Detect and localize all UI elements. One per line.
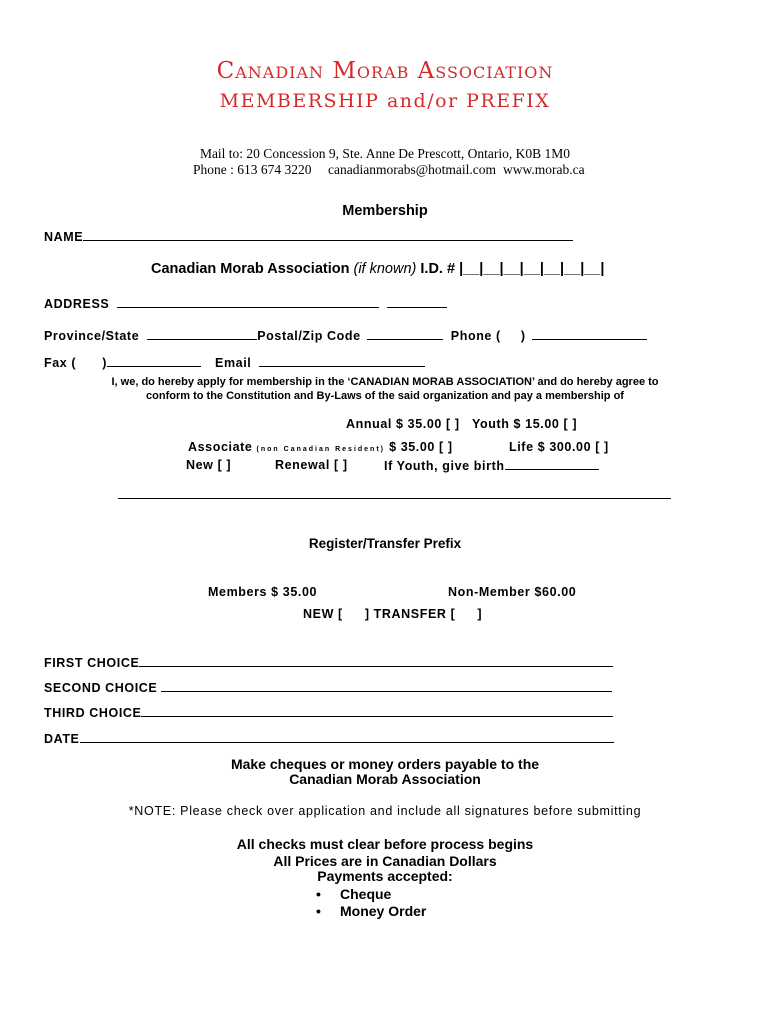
- third-choice-field[interactable]: [141, 705, 613, 717]
- prefix-type-row: [303, 607, 482, 621]
- non-member-price: Non-Member $60.00: [448, 585, 577, 599]
- fax-row: [44, 355, 425, 370]
- date-field[interactable]: [80, 731, 614, 743]
- youth-birth-field[interactable]: [505, 458, 599, 470]
- address-field[interactable]: [117, 296, 379, 308]
- membership-heading: Membership: [342, 203, 428, 219]
- payable-line-2: Canadian Morab Association: [289, 771, 481, 787]
- associate-note: (non Canadian Resident): [256, 446, 385, 453]
- id-org-name: Canadian Morab Association: [151, 261, 350, 277]
- declaration-line-2: conform to the Constitution and By-Laws of the said organization and pay a membership of: [146, 390, 624, 402]
- fax-label: Fax (: [44, 356, 77, 370]
- contact-website: www.morab.ca: [503, 162, 585, 177]
- clear-line-2: All Prices are in Canadian Dollars: [273, 853, 497, 869]
- payment-method-cheque: • Cheque: [316, 886, 426, 903]
- new-option[interactable]: New [ ]: [186, 458, 232, 472]
- address-field-2[interactable]: [387, 296, 447, 308]
- address-row: [44, 296, 447, 311]
- payment-method-money-order: • Money Order: [316, 903, 426, 920]
- date-row: [44, 731, 614, 746]
- mail-to-address: Mail to: 20 Concession 9, Ste. Anne De Prescott, Ontario, K0B 1M0: [199, 146, 571, 161]
- id-label: I.D. #: [420, 261, 456, 277]
- postal-field[interactable]: [367, 328, 443, 340]
- members-price: Members $ 35.00: [208, 585, 318, 599]
- youth-option[interactable]: Youth $ 15.00 [ ]: [472, 417, 578, 431]
- prefix-new-checkbox[interactable]: NEW [: [303, 607, 343, 621]
- contact-email: canadianmorabs@hotmail.com: [328, 162, 497, 177]
- life-option[interactable]: Life $ 300.00 [ ]: [509, 440, 609, 454]
- note-text: *NOTE: Please check over application and include all signatures before submitting: [128, 804, 642, 818]
- postal-label: Postal/Zip Code: [257, 329, 361, 343]
- phone-field[interactable]: [532, 328, 647, 340]
- third-choice-label: THIRD CHOICE: [44, 706, 142, 720]
- renewal-option[interactable]: Renewal [ ]: [275, 458, 348, 472]
- prefix-transfer-checkbox[interactable]: ] TRANSFER [: [364, 607, 456, 621]
- payments-label: Payments accepted:: [317, 868, 453, 884]
- clear-line-1: All checks must clear before process begins: [236, 836, 534, 852]
- form-subtitle: MEMBERSHIP and/or PREFIX: [219, 90, 551, 112]
- phone-label: Phone (: [450, 329, 501, 343]
- name-label: NAME: [44, 230, 84, 244]
- phone-close: ): [520, 329, 526, 343]
- date-label: DATE: [44, 732, 80, 746]
- address-label: ADDRESS: [44, 297, 110, 311]
- youth-birth-row: [384, 458, 599, 473]
- fax-close: ): [102, 356, 107, 370]
- first-choice-field[interactable]: [139, 655, 613, 667]
- annual-option[interactable]: Annual $ 35.00 [ ]: [346, 417, 460, 431]
- province-label: Province/State: [44, 329, 140, 343]
- associate-price: $ 35.00 [ ]: [389, 440, 453, 454]
- declaration-line-1: I, we, do hereby apply for membership in the ‘CANADIAN MORAB ASSOCIATION’ and do hereby agree to: [111, 376, 659, 388]
- id-if-known: (if known): [353, 261, 417, 277]
- prefix-close-bracket: ]: [477, 607, 483, 621]
- province-field[interactable]: [147, 328, 257, 340]
- second-choice-field[interactable]: [161, 680, 612, 692]
- prefix-heading: Register/Transfer Prefix: [308, 536, 462, 551]
- email-field[interactable]: [259, 355, 425, 367]
- first-choice-row: [44, 655, 613, 670]
- email-label: Email: [215, 356, 252, 370]
- name-field[interactable]: [83, 229, 573, 241]
- section-divider: [118, 498, 671, 499]
- org-title: Canadian Morab Association: [216, 58, 554, 84]
- fax-field[interactable]: [107, 355, 201, 367]
- second-choice-row: [44, 680, 612, 695]
- province-row: [44, 328, 647, 343]
- contact-phone: Phone : 613 674 3220: [193, 162, 312, 177]
- first-choice-label: FIRST CHOICE: [44, 656, 140, 670]
- second-choice-label: SECOND CHOICE: [44, 681, 158, 695]
- associate-label: Associate: [188, 440, 253, 454]
- name-row: [44, 229, 573, 244]
- payable-line-1: Make cheques or money orders payable to the: [230, 756, 540, 772]
- id-boxes-field[interactable]: |__|__|__|__|__|__|__|: [459, 261, 605, 277]
- youth-birth-label: If Youth, give birth: [384, 459, 505, 473]
- id-row: [151, 261, 604, 277]
- associate-option[interactable]: [188, 440, 453, 454]
- third-choice-row: [44, 705, 613, 720]
- payment-methods-list: [316, 886, 426, 920]
